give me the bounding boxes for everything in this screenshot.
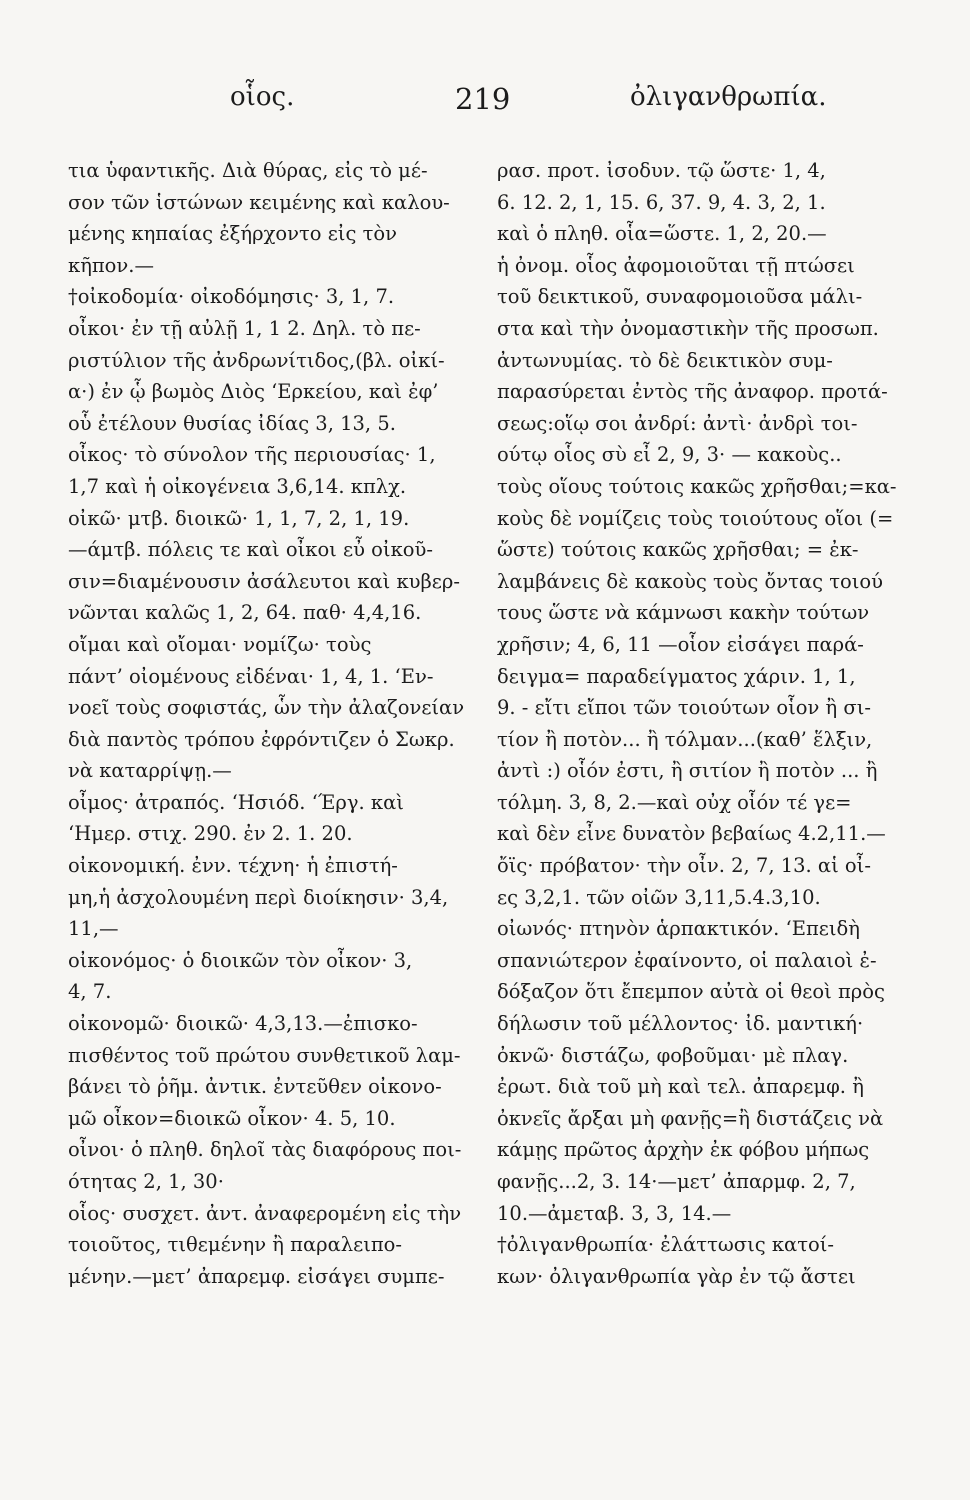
text-line: 1,7 καὶ ἡ οἰκογένεια 3,6,14. κπλχ. [68,474,407,498]
text-line: ὄϊς· πρόβατον· τὴν οἶν. 2, 7, 13. αἱ οἶ- [497,854,871,878]
text-line: ἡ ὀνομ. οἷος ἀφομοιοῦται τῇ πτώσει [497,253,855,277]
text-line: οἷος· συσχετ. ἀντ. ἀναφερομένη εἰς τὴν [68,1201,462,1225]
text-line: 11,— [68,917,119,941]
text-line: ες 3,2,1. τῶν οἰῶν 3,11,5.4.3,10. [497,885,821,909]
text-line: ἀντὶ :) οἷόν ἐστι, ἢ σιτίον ἢ ποτὸν ... ἢ [497,759,878,783]
text-line: φανῇς...2, 3. 14·—μετ’ ἀπαρμφ. 2, 7, [497,1170,856,1193]
text-line: 10.—ἀμεταβ. 3, 3, 14.— [497,1201,732,1225]
text-line: οἰκονόμος· ὁ διοικῶν τὸν οἶκον· 3, [68,948,413,972]
text-line: νὰ καταρρίψῃ.— [68,759,232,783]
right-column [497,155,917,1292]
text-line: οἰκονομῶ· διοικῶ· 4,3,13.—ἐπισκο- [68,1012,418,1036]
text-line: τοὺς οἵους τούτοις κακῶς χρῆσθαι;=κα- [497,474,897,498]
text-line: 4, 7. [68,980,112,1004]
text-line: στα καὶ τὴν ὀνομαστικὴν τῆς προσωπ. [497,316,879,340]
text-line: καὶ δὲν εἶνε δυνατὸν βεβαίως 4.2,11.— [497,822,886,846]
text-line: †ὀλιγανθρωπία· ἐλάττωσις κατοί- [497,1233,834,1257]
text-line: τόλμη. 3, 8, 2.—καὶ οὐχ οἷόν τέ γε= [497,790,852,814]
text-line: χρῆσιν; 4, 6, 11 —οἷον εἰσάγει παρά- [497,632,864,656]
text-line: οἰκονομική. ἐνν. τέχνη· ἡ ἐπιστή- [68,854,398,878]
text-line: σον τῶν ἱστώνων κειμένης καὶ καλου- [68,190,450,214]
text-line: πισθέντος τοῦ πρώτου συνθετικοῦ λαμ- [68,1043,461,1067]
text-line: ὀκνεῖς ἄρξαι μὴ φανῇς=ἢ διστάζεις νὰ [497,1106,884,1130]
text-line: καὶ ὁ πληθ. οἷα=ὥστε. 1, 2, 20.— [497,222,827,246]
text-line: σπανιώτερον ἐφαίνοντο, οἱ παλαιοὶ ἐ- [497,948,877,972]
text-line: δόξαζον ὅτι ἔπεμπον αὐτὰ οἱ θεοὶ πρὸς [497,980,885,1004]
page-header [60,82,910,122]
text-line: παρασύρεται ἐντὸς τῆς ἀναφορ. προτά- [497,380,888,404]
running-head-left: οἷος. [230,82,295,112]
text-line: σεως:οἵῳ σοι ἀνδρί: ἀντὶ· ἀνδρὶ τοι- [497,411,858,435]
text-line: οἰκῶ· μτβ. διοικῶ· 1, 1, 7, 2, 1, 19. [68,506,410,530]
left-column [68,155,488,1292]
text-line: α·) ἐν ᾧ βωμὸς Διὸς ‘Ερκείου, καὶ ἐφ’ [68,380,439,404]
text-line: κοὺς δὲ νομίζεις τοὺς τοιούτους οἵοι (= [497,506,894,530]
text-line: βάνει τὸ ῥῆμ. ἀντικ. ἐντεῦθεν οἰκονο- [68,1075,442,1099]
text-line: δειγμα= παραδείγματος χάριν. 1, 1, [497,664,856,688]
text-line: οἰωνός· πτηνὸν ἁρπακτικόν. ‘Επειδὴ [497,917,860,941]
text-line: λαμβάνεις δὲ κακοὺς τοὺς ὄντας τοιού [497,569,883,593]
text-line: κῆπον.— [68,253,154,277]
text-line: —άμτβ. πόλεις τε καὶ οἶκοι εὖ οἰκοῦ- [68,538,433,562]
text-line: πάντ’ οἰομένους εἰδέναι· 1, 4, 1. ‘Εν- [68,664,434,688]
text-line: διὰ παντὸς τρόπου ἐφρόντιζεν ὁ Σωκρ. [68,727,455,751]
text-line: οἶμος· ἀτραπός. ‘Ησιόδ. ‘Έργ. καὶ [68,790,404,814]
text-line: ‘Ημερ. στιχ. 290. ἐν 2. 1. 20. [68,822,353,846]
text-line: ὥστε) τούτοις κακῶς χρῆσθαι; = ἐκ- [497,538,859,562]
text-line: ρασ. προτ. ἰσοδυν. τῷ ὥστε· 1, 4, [497,159,826,182]
text-line: οἶκος· τὸ σύνολον τῆς περιουσίας· 1, [68,443,436,467]
text-line: κων· ὀλιγανθρωπία γὰρ ἐν τῷ ἄστει [497,1264,856,1288]
text-line: νοεῖ τοὺς σοφιστάς, ὧν τὴν ἀλαζονείαν [68,696,465,720]
text-line: νῶνται καλῶς 1, 2, 64. παθ· 4,4,16. [68,601,422,625]
text-line: οἶνοι· ὁ πληθ. δηλοῖ τὰς διαφόρους ποι- [68,1138,462,1162]
text-line: 9. - εἴτι εἴποι τῶν τοιούτων οἷον ἢ σι- [497,696,871,720]
text-line: μῶ οἶκον=διοικῶ οἶκον· 4. 5, 10. [68,1106,396,1130]
text-line: ὀκνῶ· διστάζω, φοβοῦμαι· μὲ πλαγ. [497,1043,849,1067]
text-line: τους ὥστε νὰ κάμνωσι κακὴν τούτων [497,601,870,625]
text-line: κάμῃς πρῶτος ἀρχὴν ἐκ φόβου μήπως [497,1138,870,1162]
text-line: ότητας 2, 1, 30· [68,1170,224,1193]
text-line: ἐρωτ. διὰ τοῦ μὴ καὶ τελ. ἀπαρεμφ. ἢ [497,1075,864,1099]
text-line: τίον ἢ ποτὸν... ἢ τόλμαν...(καθ’ ἕλξιν, [497,727,873,751]
text-line: †οἰκοδομία· οἰκοδόμησις· 3, 1, 7. [68,285,395,309]
text-line: οἶκοι· ἐν τῇ αὐλῇ 1, 1 2. Δηλ. τὸ πε- [68,316,421,340]
text-line: μένην.—μετ’ ἀπαρεμφ. εἰσάγει συμπε- [68,1264,445,1288]
page-number: 219 [455,82,511,116]
text-line: οὗ ἐτέλουν θυσίας ἰδίας 3, 13, 5. [68,411,396,435]
text-line: ούτῳ οἷος σὺ εἶ 2, 9, 3· — κακοὺς.. [497,443,842,467]
text-line: τοῦ δεικτικοῦ, συναφομοιοῦσα μάλι- [497,285,863,309]
text-line: δήλωσιν τοῦ μέλλοντος· ἰδ. μαντική· [497,1012,864,1036]
text-line: 6. 12. 2, 1, 15. 6, 37. 9, 4. 3, 2, 1. [497,190,826,214]
running-head-right: ὀλιγανθρωπία. [630,82,827,112]
text-line: μη,ἡ ἀσχολουμένη περὶ διοίκησιν· 3,4, [68,885,449,909]
text-line: ἀντωνυμίας. τὸ δὲ δεικτικὸν συμ- [497,348,833,372]
text-line: ριστύλιον τῆς ἀνδρωνίτιδος,(βλ. οἰκί- [68,348,445,372]
text-line: οἴμαι καὶ οἴομαι· νομίζω· τοὺς [68,632,372,656]
text-line: τοιοῦτος, τιθεμένην ἢ παραλειπο- [68,1233,403,1257]
text-line: σιν=διαμένουσιν ἀσάλευτοι καὶ κυβερ- [68,569,460,593]
text-line: μένης κηπαίας ἐξήρχοντο εἰς τὸν [68,222,397,246]
text-line: τια ὑφαντικῆς. Διὰ θύρας, εἰς τὸ μέ- [68,159,428,182]
